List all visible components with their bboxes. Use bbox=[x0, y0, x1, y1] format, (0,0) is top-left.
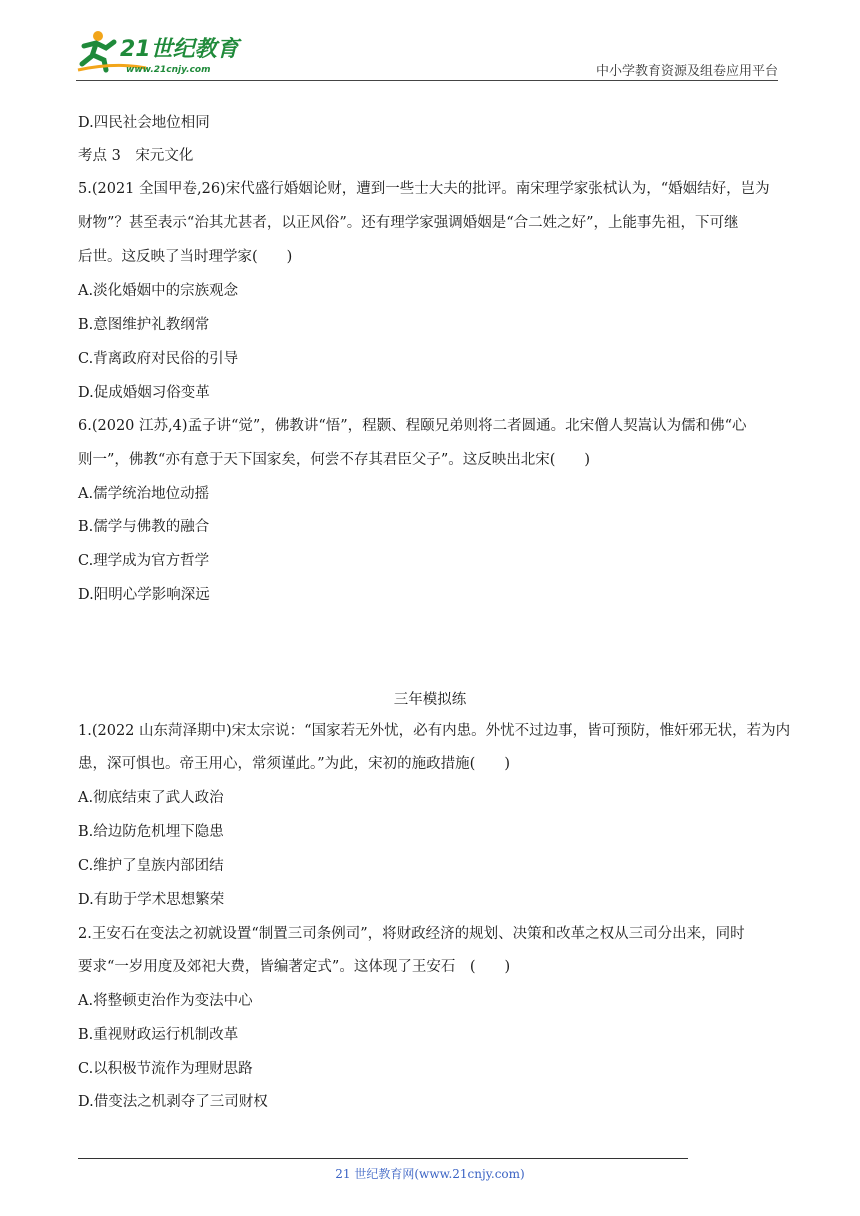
runner-logo-icon bbox=[76, 26, 246, 76]
mq2-option-d: D.借变法之机剥夺了三司财权 bbox=[78, 1094, 268, 1110]
mq1-line2: 患，深可惧也。帝王用心，常须谨此。”为此，宋初的施政措施( ) bbox=[78, 756, 510, 772]
mq1-option-a: A.彻底结束了武人政治 bbox=[78, 790, 224, 806]
q6-option-c: C.理学成为官方哲学 bbox=[78, 553, 210, 569]
option-d-q4: D.四民社会地位相同 bbox=[78, 115, 210, 131]
q5-option-d: D.促成婚姻习俗变革 bbox=[78, 385, 210, 401]
q5-line1: 5.(2021 全国甲卷,26)宋代盛行婚姻论财，遭到一些士大夫的批评。南宋理学家张栻认为，“婚姻结好，岂为 bbox=[78, 181, 770, 197]
footer-link[interactable]: 21 世纪教育网(www.21cnjy.com) bbox=[335, 1167, 525, 1181]
footer-divider bbox=[78, 1158, 688, 1159]
site-logo[interactable] bbox=[76, 26, 246, 76]
mq1-line1: 1.(2022 山东菏泽期中)宋太宗说：“国家若无外忧，必有内患。外忧不过边事，皆可预防，惟奸邪无状，若为内 bbox=[78, 723, 791, 739]
q6-option-a: A.儒学统治地位动摇 bbox=[78, 486, 210, 502]
q5-line2: 财物”？甚至表示“治其尤甚者，以正风俗”。还有理学家强调婚姻是“合二姓之好”，上能事先祖，下可继 bbox=[78, 215, 739, 231]
platform-tagline: 中小学教育资源及组卷应用平台 bbox=[595, 64, 778, 79]
q6-line1: 6.(2020 江苏,4)孟子讲“觉”，佛教讲“悟”，程颢、程颐兄弟则将二者圆通。北宋僧人契嵩认为儒和佛“心 bbox=[78, 418, 747, 434]
q6-line2: 则一”，佛教“亦有意于天下国家矣，何尝不存其君臣父子”。这反映出北宋( ) bbox=[78, 452, 591, 468]
mq2-option-a: A.将整顿吏治作为变法中心 bbox=[78, 993, 253, 1009]
q5-option-a: A.淡化婚姻中的宗族观念 bbox=[78, 283, 239, 299]
mq2-line2: 要求“一岁用度及郊祀大费，皆编著定式”。这体现了王安石 ( ) bbox=[78, 959, 511, 975]
q6-option-b: B.儒学与佛教的融合 bbox=[78, 519, 210, 535]
logo-url: www.21cnjy.com bbox=[126, 65, 211, 75]
page-header bbox=[76, 24, 778, 82]
header-divider bbox=[76, 80, 778, 81]
q5-line3: 后世。这反映了当时理学家( ) bbox=[78, 249, 293, 265]
section-title: 三年模拟练 bbox=[393, 692, 467, 708]
section-heading-3: 考点 3 宋元文化 bbox=[78, 148, 194, 164]
q5-option-c: C.背离政府对民俗的引导 bbox=[78, 351, 239, 367]
mq2-option-c: C.以积极节流作为理财思路 bbox=[78, 1061, 253, 1077]
mq1-option-d: D.有助于学术思想繁荣 bbox=[78, 892, 225, 908]
mq1-option-c: C.维护了皇族内部团结 bbox=[78, 858, 224, 874]
mq2-line1: 2.王安石在变法之初就设置“制置三司条例司”，将财政经济的规划、决策和改革之权从三司分出来，同时 bbox=[78, 926, 745, 942]
mq1-option-b: B.给边防危机埋下隐患 bbox=[78, 824, 224, 840]
logo-text: 21世纪教育 bbox=[120, 37, 239, 62]
q6-option-d: D.阳明心学影响深远 bbox=[78, 587, 210, 603]
q5-option-b: B.意图维护礼教纲常 bbox=[78, 317, 210, 333]
mq2-option-b: B.重视财政运行机制改革 bbox=[78, 1027, 239, 1043]
